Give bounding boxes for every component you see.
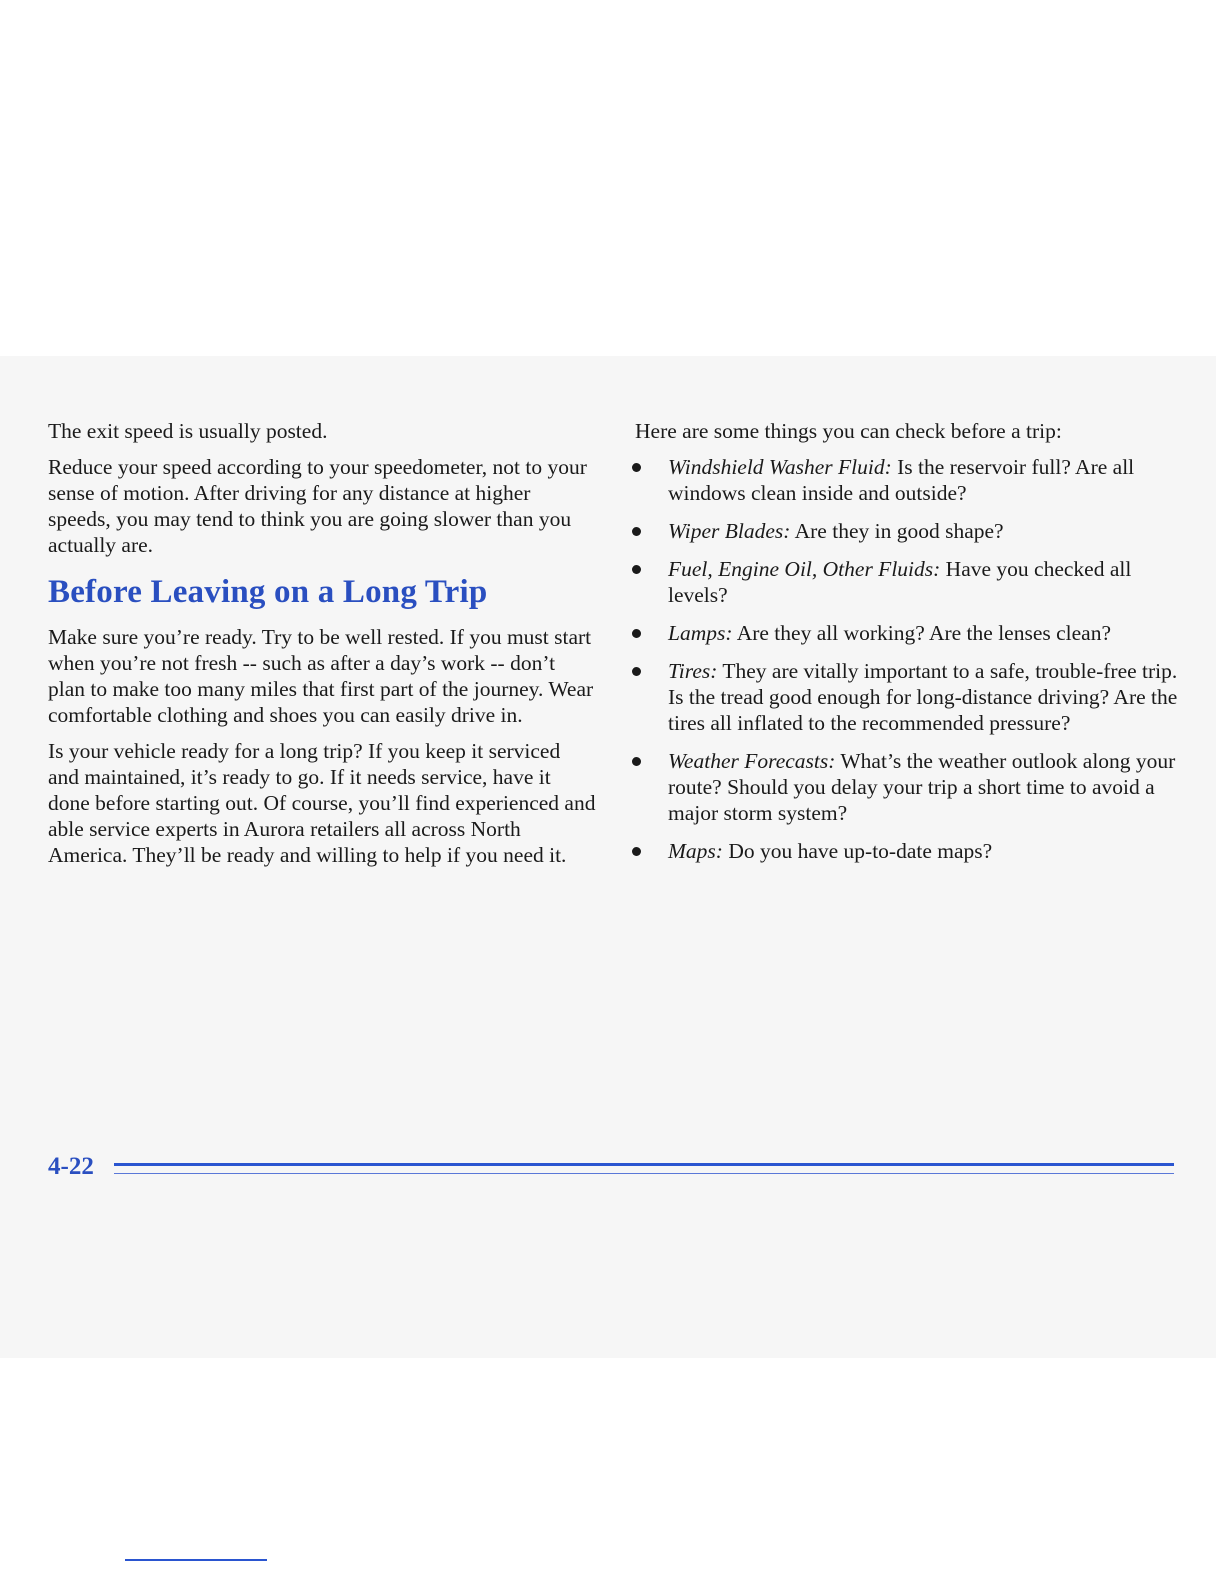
bullet-icon [632,463,641,472]
section-heading: Before Leaving on a Long Trip [48,574,488,610]
right-column [635,418,1180,876]
checklist-item [635,658,1180,736]
bottom-link-underline [125,1559,267,1561]
left-column [48,418,596,878]
checklist-term: Tires: [668,659,718,683]
checklist-text: Are they in good shape? [790,519,1004,543]
checklist-text: They are vitally important to a safe, trouble-free trip. Is the tread good enough for long-distance driving? Are the tires all inflated to the recommended pressure? [668,659,1178,735]
checklist-item [635,620,1180,646]
checklist-term: Wiper Blades: [668,519,791,543]
checklist-term: Weather Forecasts: [668,749,836,773]
checklist-item [635,454,1180,506]
checklist-text: Have you checked all levels? [668,557,1132,607]
checklist-item [635,518,1180,544]
bullet-icon [632,565,641,574]
checklist-term: Lamps: [668,621,733,645]
checklist-text: Are they all working? Are the lenses clean? [732,621,1112,645]
bullet-icon [632,667,641,676]
bullet-icon [632,757,641,766]
paragraph-be-ready: Make sure you’re ready. Try to be well rested. If you must start when you’re not fresh -- such as after a day’s work -- don’t plan to make too many miles that first part of the journey. Wear comfortable clothing and shoes you can easily drive in. [48,625,594,727]
bullet-icon [632,847,641,856]
footer-rule [114,1163,1174,1166]
bullet-icon [632,527,641,536]
checklist-text: What’s the weather outlook along your route? Should you delay your trip a short time to avoid a major storm system? [668,749,1176,825]
checklist-text: Is the reservoir full? Are all windows clean inside and outside? [668,455,1135,505]
paragraph-reduce-speed: Reduce your speed according to your speedometer, not to your sense of motion. After driving for any distance at higher speeds, you may tend to think you are going slower than you actually are. [48,455,587,557]
checklist-item [635,556,1180,608]
checklist-term: Windshield Washer Fluid: [668,455,892,479]
paragraph-vehicle-ready: Is your vehicle ready for a long trip? If you keep it serviced and maintained, it’s ready to go. If it needs service, have it done before starting out. Of course, you’ll find experienced and able service experts in Aurora retailers all across North America. They’ll be ready and willing to help if you need it. [48,739,596,867]
footer-rule-thin [114,1173,1174,1174]
checklist-term: Maps: [668,839,723,863]
page-footer [48,1150,1174,1190]
bullet-icon [632,629,641,638]
checklist-text: Do you have up-to-date maps? [722,839,993,863]
checklist-intro: Here are some things you can check before a trip: [635,419,1062,443]
checklist-item [635,838,1180,864]
paragraph-exit-speed: The exit speed is usually posted. [48,419,328,443]
checklist-term: Fuel, Engine Oil, Other Fluids: [668,557,941,581]
page-number: 4-22 [48,1153,94,1180]
trip-checklist [635,454,1180,864]
checklist-item [635,748,1180,826]
